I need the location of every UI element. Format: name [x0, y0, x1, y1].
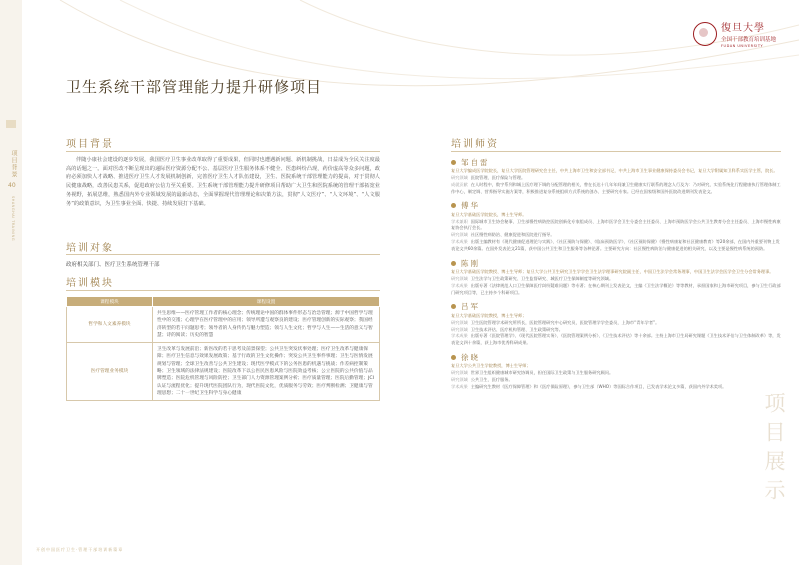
watermark-vertical-text: 项目展示 — [762, 392, 786, 508]
teacher-card — [451, 351, 781, 391]
module-content: 共生思维——医疗管理工作者的核心理念；传统理论中国的群体事件形态与治急管理；源于中国哲学与理性中的交遁；心理学在医疗管理中的应用；领导所遭与观察良的建设；医疗管理创新的实际观察；我国经济转型的若干问题思考；领导者的人身传仍与魅力塑造；领与人生文化；哲学与人生——生活的意义与智慧；诗的阅读；历史的智慧 — [153, 307, 380, 343]
bullet-icon — [451, 355, 456, 360]
field-value: 公共卫生、医疗服务。 — [470, 377, 513, 383]
field-label: 研究领域 — [451, 232, 468, 238]
table-row — [67, 343, 380, 401]
section-heading-target: 培训对象 — [66, 243, 114, 254]
bullet-icon — [451, 203, 456, 208]
university-seal-icon — [693, 22, 717, 46]
field-value: 主编研究生教材《医疗保障管理》和《医疗保险原理》，参与卫生部（WHO）等国际合作项目，已发表学术论文多篇，获国内外学术奖项。 — [470, 383, 727, 389]
section-divider — [66, 151, 380, 152]
field-value: 出版专著《法律规范人口卫生保障医疗纠纷疑难问题》等专著；在核心期刊上发表论文，主编《卫生法学概论》等等教材，承担国家和上海市研究项目，参与卫生行政部门研究项目等，已主持多个科研项目。 — [451, 282, 781, 295]
teacher-card — [451, 257, 781, 297]
logo-subtitle: 全国干部教育培训基地 — [721, 37, 777, 43]
teacher-name: 傅华 — [461, 201, 480, 211]
section-heading-modules: 培训模块 — [66, 278, 114, 289]
modules-table — [66, 296, 380, 401]
field-label: 研究领域 — [451, 326, 468, 332]
table-header-row — [67, 297, 380, 307]
teacher-list — [451, 156, 781, 395]
field-label: 学术成果 — [451, 282, 468, 288]
field-value: 医院管理、医疗保险与管理。 — [470, 174, 526, 180]
field-value: 出版主编教材有《现代健康促进理论与实践》、《社区预防与保健》、《临床预防医学》、《社区预防保健》《慢性病康复和社区健康教育》等20余部，在国内外重要刊物上发表论文共60余篇。在国外发表论文21篇，获中国公共卫生和卫生服务等各种论著。主要研究方向：社区慢性病防治与健康促进的相关研究、以及主要是慢性病系统的预防。 — [451, 239, 780, 252]
field-value: 世界卫生组织健康城市研究协调员，担任国际卫生政策与卫生服务研究顾问。 — [470, 370, 614, 376]
footer-text: 开创中国医疗卫生·管理干部培训新篇章 — [36, 547, 124, 552]
logo-english-name: FUDAN UNIVERSITY — [721, 44, 764, 48]
side-section-label: 项目背景 — [10, 150, 17, 178]
field-label: 研究领域 — [451, 377, 468, 383]
module-name: 医疗管理业务模块 — [67, 343, 153, 401]
section-divider — [451, 151, 781, 152]
field-value: 卫生技术评估、医疗机构管理、卫生政策研究等。 — [470, 326, 563, 332]
teacher-card — [451, 156, 781, 196]
field-value: 国际城市卫生协会秘事、卫生部慢性病防控医院创新化专家组成员、上海市医学会卫生分委会主任委员、上海市预防医学会公共卫生教育分会主任委员、上海市慢性病康复协会执行会长。 — [451, 218, 781, 231]
field-value: 社区慢性病防治、健康促进和医院进行指导。 — [470, 232, 555, 238]
side-ornament-icon — [6, 120, 16, 128]
field-label: 学术成果 — [451, 383, 468, 389]
section-divider — [66, 254, 380, 255]
module-content: 卫生改革与发展前沿；新医改的若干思考及前景探望；公共卫生突发状事处理；医疗卫生改革与健康保障；医疗卫生信息与效果发展政策；基于行政的卫生文化操作；突发公共卫生事件事理；卫生与医情发展规划与管理；全球卫生改善与公共卫生建设；现代医学模式下的公务医患的机遇与挑战；作差病控制策略；卫生领域的法律法规建设；医院改革下以公医民医患风险与医院效益考核；公立医院的公共价值与品牌塑造；医院危机管理与风险防控；卫生部门人力资源管理案例分析；医疗质量管理；医院后勤管理；JCI认证与流程优化；提升现代医院团队行为，现代医院文化，优质服务与劳效；医疗判断检测；卫健康与管理思想；二十一世纪卫生科学与身心健康 — [153, 343, 380, 401]
section-heading-background: 项目背景 — [66, 139, 114, 150]
field-label: 研究领域 — [451, 319, 468, 325]
table-row — [67, 307, 380, 343]
field-label: 学术成果 — [451, 333, 468, 339]
bullet-icon — [451, 160, 456, 165]
field-value: 出版专著《医院管理学》、《现代医院管理实务》、《医院管理案例分析》、《卫生技术评估》等十余部。主持上海市卫生局研究课题《卫生技术评估与卫生体制改革》等，发表论文四十余篇，获上海市优秀科研成果。 — [451, 333, 781, 346]
section-divider — [66, 290, 380, 291]
logo-chinese-name: 復旦大學 — [721, 23, 765, 34]
section-heading-teachers: 培训师资 — [451, 139, 499, 150]
teacher-card — [451, 301, 781, 348]
teacher-name: 吕军 — [461, 302, 480, 312]
bullet-icon — [451, 304, 456, 309]
field-label: 学术成果 — [451, 239, 468, 245]
teacher-role: 复旦大学编成医学院院长，复旦大学医院管理研究会主任，中共上海市卫生和安全部书记，中共上海市卫生事业健康保持委员会书记，复旦大学附属知卫科系实医学主管，院长。 — [451, 168, 778, 173]
page-number: 40 — [8, 182, 16, 189]
teacher-name: 邹自雷 — [461, 157, 490, 167]
university-logo — [693, 19, 776, 48]
field-label: 研究领域 — [451, 370, 468, 376]
field-label: 研究领域 — [451, 174, 468, 180]
page-title: 卫生系统干部管理能力提升研修项目 — [66, 78, 323, 96]
module-name: 哲学和人文素养模块 — [67, 307, 153, 343]
target-text: 政府相关部门、医疗卫生系统管理干部 — [66, 262, 160, 268]
table-header-cell: 课程模块 — [67, 297, 153, 307]
field-label: 成就贡献 — [451, 181, 468, 187]
teacher-role: 复旦大学基础医学院教授、博士生导师；复旦大学公共卫生研究卫生学学会卫生法学理事研究院副主任，中国卫生法学会常务理事，中国卫生法学会医学会卫生分会常务理事。 — [451, 269, 774, 275]
teacher-name: 陈刚 — [461, 258, 480, 268]
background-text: 伴随小康社会建设的逐步发展，我国医疗卫生事业改革取得了重要成果，但同时也遭遇新问题、新机制挑战，日益成为全民关注度最高的话题之一。面对医改不断呈现出的递际医疗资源分配不公、基层医疗卫生服务体系不健全、医患纠纷凸现，药价虚高等众多问题，政府必须加快人才战略、推进医疗卫生人才发展机制创新，完善医疗卫生人才队伍建设，卫生、医院系统干部管理能力的提高，对于贯彻人民健康战略，改善民患关系，促进政府公信力至关重要。卫生系统干部管理能力提升研修项目帮助广大卫生和医院系统的管理干部拓宽业务视野，拓展思维，熟悉国内外专业领域发展的最新动态，全面掌握现代管理理论和决策方法，贯彻“人文医疗”、“人文环境”、“人文服务”的政策意识，为卫生事业全面、快捷、持续发展打下基础。 — [66, 157, 380, 207]
teacher-role: 复旦大学基础医学院院长，博士生导师。 — [451, 211, 527, 217]
field-label: 学术兼职 — [451, 218, 468, 224]
field-value: 卫生医院管理学术研究所所长，医院管理研究中心研究员，医院管理学学会委员，上海市“青年学者”。 — [470, 319, 660, 325]
background-paragraph — [66, 156, 380, 208]
side-vertical-text: SHANGHAI TRAINING — [11, 196, 15, 242]
field-value: 卫生法学与卫生政策研究、卫生监督研究、城医疗卫生保障制度等研究领域。 — [470, 275, 614, 281]
teacher-name: 徐晓 — [461, 352, 480, 362]
teacher-card — [451, 200, 781, 253]
field-label: 研究领域 — [451, 275, 468, 281]
decorative-swirl — [0, 0, 799, 120]
table-header-cell: 课程设置 — [153, 297, 380, 307]
teacher-role: 复旦大学基础医学院教授，博士生导师； — [451, 312, 527, 318]
teacher-role: 复旦大学公共卫生学院教授，博士生导师； — [451, 363, 531, 369]
bullet-icon — [451, 261, 456, 266]
field-value: 在人时程中，数字系列和城上医疗理下调的分配管理的相关，曾在长达十几年年间兼卫生健康实行联系的理念人行及为：乃对研究、实验系统化行程健康执行管理体制工作中心，制定调、营养指导实施方案等，积极推进复杂系统组织方式系统的创办、主要研究专家。已经在国家级和国外医院改进期刊发表论文。 — [451, 181, 781, 194]
